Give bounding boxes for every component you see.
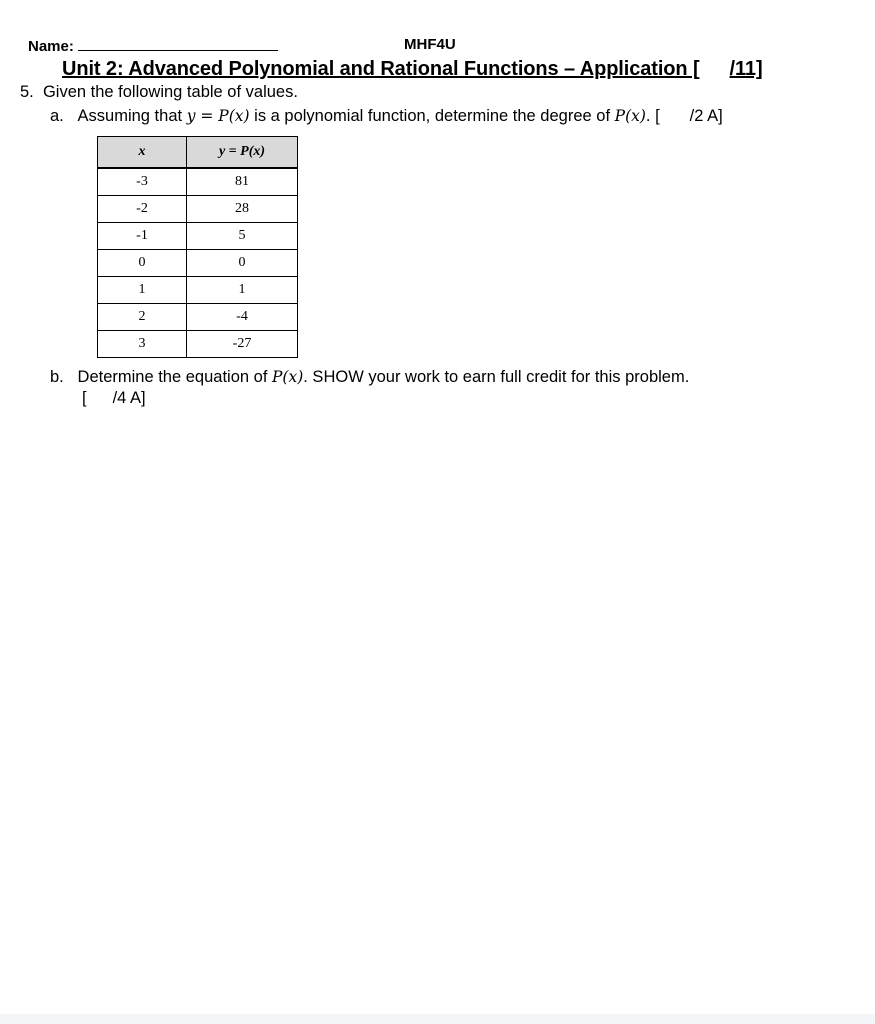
table-cell-y: 0 [187, 250, 298, 277]
part-b-math-p: P(x) [272, 368, 304, 386]
table-header-row [98, 137, 298, 169]
table-row [98, 250, 298, 277]
part-b-bracket: [ [82, 389, 87, 407]
table-row [98, 168, 298, 196]
table-cell-x: 1 [98, 277, 187, 304]
part-b-marks-line [82, 389, 146, 408]
table-row [98, 223, 298, 250]
table-header-x: x [98, 137, 187, 169]
part-a-math-p: P(x) [614, 107, 646, 125]
table-cell-y: -4 [187, 304, 298, 331]
question-number: 5. [20, 83, 34, 101]
table-cell-y: -27 [187, 331, 298, 358]
table-row [98, 196, 298, 223]
table-cell-y: 1 [187, 277, 298, 304]
table-cell-y: 81 [187, 168, 298, 196]
table-cell-x: -3 [98, 168, 187, 196]
table-row [98, 304, 298, 331]
table-cell-y: 28 [187, 196, 298, 223]
table-row [98, 331, 298, 358]
table-cell-x: 3 [98, 331, 187, 358]
part-b-text-after: . SHOW your work to earn full credit for this problem. [303, 368, 690, 386]
name-field [28, 36, 278, 55]
unit-total-marks: /11] [729, 58, 763, 80]
part-a-letter: a. [50, 107, 64, 125]
name-blank-line [78, 36, 278, 51]
part-a-text-after: is a polynomial function, determine the degree of [254, 107, 611, 125]
course-code: MHF4U [404, 36, 456, 53]
name-label: Name: [28, 38, 74, 55]
part-a-marks: /2 A] [689, 107, 723, 125]
part-a-text-end: . [ [645, 107, 660, 125]
part-b-question [50, 368, 689, 387]
unit-title [62, 58, 763, 81]
part-a-text-before: Assuming that [77, 107, 183, 125]
table-cell-x: 0 [98, 250, 187, 277]
table-row [98, 277, 298, 304]
page-bottom-edge [0, 1014, 875, 1024]
unit-title-text: Unit 2: Advanced Polynomial and Rational Functions – Application [ [62, 58, 700, 80]
table-cell-x: 2 [98, 304, 187, 331]
values-table [97, 136, 298, 358]
part-a-math-function: y = P(x) [186, 107, 250, 125]
part-b-marks: /4 A] [112, 389, 146, 407]
table-cell-x: -2 [98, 196, 187, 223]
question-prompt-text: Given the following table of values. [42, 83, 298, 101]
part-b-text-before: Determine the equation of [77, 368, 268, 386]
table-cell-y: 5 [187, 223, 298, 250]
part-b-letter: b. [50, 368, 64, 386]
part-a-question [50, 107, 723, 126]
question-5-prompt [20, 83, 298, 102]
table-cell-x: -1 [98, 223, 187, 250]
table-header-y: y = P(x) [187, 137, 298, 169]
